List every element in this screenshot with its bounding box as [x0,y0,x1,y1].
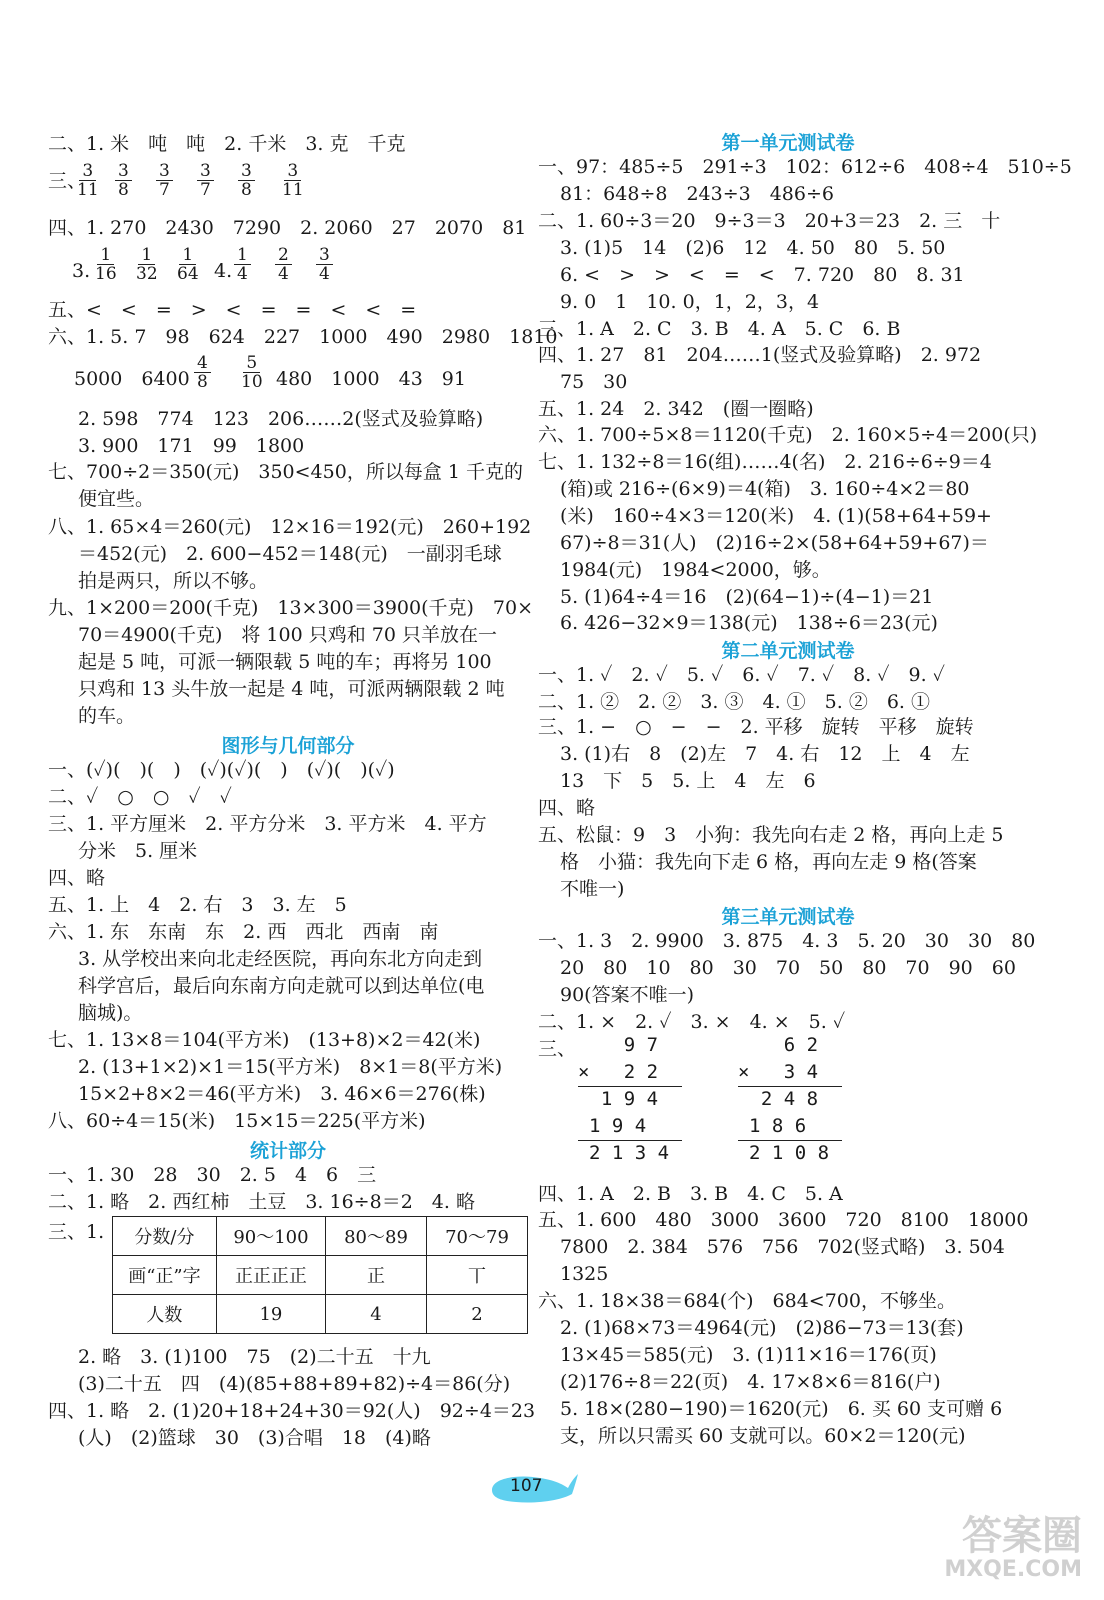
section-title: 第二单元测试卷 [721,640,855,662]
answer-line: 起是 5 吨，可派一辆限载 5 吨的车；再将另 100 [78,651,492,673]
answer-line: (箱)或 216÷(6×9)＝4(箱) 3. 160÷4×2＝80 [560,478,970,500]
table-cell: 90～100 [216,1217,325,1256]
answer-line: 四、略 [48,867,106,889]
table-row [113,1295,528,1334]
fraction-denominator: 16 [95,264,117,284]
answer-line: 13×45＝585(元) 3. (1)11×16＝176(页) [560,1344,937,1366]
answer-line: 3. (1)5 14 (2)6 12 4. 50 80 5. 50 [560,237,946,259]
section-title: 第一单元测试卷 [721,132,855,154]
answer-line: 七、700÷2＝350(元) 350<450，所以每盒 1 千克的 [48,461,523,483]
answer-line: 七、1. 132÷8＝16(组)……4(名) 2. 216÷6÷9＝4 [538,451,992,473]
answer-line: 75 30 [560,371,628,393]
answer-label: 4. [214,260,233,282]
fraction-denominator: 7 [159,180,170,200]
answer-text: 480 1000 43 91 [276,368,466,390]
answer-line: 70＝4900(千克) 将 100 只鸡和 70 只羊放在一 [78,624,497,646]
answer-line: 20 80 10 80 30 70 50 80 70 90 60 [560,957,1016,979]
vm-line: 1 9 4 [589,1115,647,1137]
section-title: 第三单元测试卷 [721,906,855,928]
fraction-numerator: 3 [316,246,333,265]
table-cell: 丅 [427,1256,528,1295]
answer-line: 五、1. 600 480 3000 3600 720 8100 18000 [538,1209,1029,1231]
answer-line: 2. 598 774 123 206……2(竖式及验算略) [78,408,484,430]
fraction-numerator: 1 [97,246,114,265]
fraction-numerator: 3 [156,162,173,181]
answer-line: 2. (13+1×2)×1＝15(平方米) 8×1＝8(平方米) [78,1056,503,1078]
answer-line: 13 下 5 5. 上 4 左 6 [560,770,816,792]
answer-line: 90(答案不唯一) [560,984,695,1006]
answer-line: 5. 18×(280−190)＝1620(元) 6. 买 60 支可赠 6 [560,1398,1003,1420]
answer-line: 二、1. × 2. ✓ 3. × 4. × 5. ✓ [538,1011,846,1033]
fraction-numerator: 3 [115,162,132,181]
answer-line: 的车。 [78,705,136,727]
answer-line: 八、60÷4＝15(米) 15×15＝225(平方米) [48,1110,426,1132]
answer-label: 三、1. [48,1221,105,1243]
fraction [156,162,173,199]
page-number: 107 [510,1476,543,1496]
table-row-header: 分数/分 [113,1217,217,1256]
vm-line: 1 8 6 [749,1115,807,1137]
table-row [113,1217,528,1256]
vertical-multiplication [738,1032,848,1172]
answer-line: 不唯一) [560,878,625,900]
fraction-numerator: 3 [284,162,301,181]
fraction-denominator: 11 [77,180,99,200]
fraction [194,354,211,391]
vm-line: × 3 4 [738,1061,819,1083]
fraction [316,246,333,283]
answer-line: 五、1. 上 4 2. 右 3 3. 左 5 [48,894,347,916]
answer-line: (3)二十五 四 (4)(85+88+89+82)÷4＝86(分) [78,1373,511,1395]
fraction [74,162,102,199]
answer-line: 便宜些。 [78,488,155,510]
answer-line: 科学宫后，最后向东南方向走就可以到达单位(电 [78,975,485,997]
answer-line: 二、1. 米 吨 吨 2. 千米 3. 克 千克 [48,133,406,155]
answer-line: 一、1. 30 28 30 2. 5 4 6 三 [48,1164,377,1186]
fraction-numerator: 1 [234,246,251,265]
table-cell: 19 [216,1295,325,1334]
answer-line: 四、1. A 2. B 3. B 4. C 5. A [538,1183,843,1205]
answer-line: 二、1. 60÷3＝20 9÷3＝3 20+3＝23 2. 三 十 [538,210,1001,232]
watermark-cn: 答案圈 [962,1513,1082,1559]
answer-line: 一、(✓)( )( ) (✓)(✓)( ) (✓)( )(✓) [48,759,395,781]
answer-line: 9. 0 1 10. 0，1，2，3，4 [560,291,820,313]
answer-line: 九、1×200＝200(千克) 13×300＝3900(千克) 70× [48,597,534,619]
fraction-numerator: 3 [238,162,255,181]
table-cell: 70～79 [427,1217,528,1256]
answer-line: 二、1. ② 2. ② 3. ③ 4. ① 5. ② 6. ① [538,691,931,713]
page-number-badge [488,1468,580,1506]
answer-line: 1984(元) 1984<2000，够。 [560,559,831,581]
answer-line: 八、1. 65×4＝260(元) 12×16＝192(元) 260+192 [48,516,532,538]
answer-line: 三、1. 平方厘米 2. 平方分米 3. 平方米 4. 平方 [48,813,487,835]
vertical-multiplication [578,1032,688,1172]
fraction-numerator: 2 [275,246,292,265]
answer-line: 六、1. 5. 7 98 624 227 1000 490 2980 1810 [48,326,558,348]
answer-line: 3. 900 171 99 1800 [78,435,305,457]
fraction-numerator: 1 [138,246,155,265]
fraction-denominator: 11 [282,180,304,200]
answer-line: 六、1. 东 东南 东 2. 西 西北 西南 南 [48,921,439,943]
watermark [944,1514,1082,1582]
fraction-denominator: 8 [118,180,129,200]
answer-line: 1325 [560,1263,609,1285]
answer-line: 七、1. 13×8＝104(平方米) (13+8)×2＝42(米) [48,1029,481,1051]
answer-line: 四、略 [538,797,596,819]
vm-line: 2 1 0 8 [749,1142,830,1164]
fraction-denominator: 4 [278,264,289,284]
answer-line: 一、1. 3 2. 9900 3. 875 4. 3 5. 20 30 30 80 [538,930,1036,952]
fraction-denominator: 4 [319,264,330,284]
answer-line: 一、97：485÷5 291÷3 102：612÷6 408÷4 510÷5 [538,156,1072,178]
answer-line: 二、1. 略 2. 西红柿 土豆 3. 16÷8＝2 4. 略 [48,1191,475,1213]
answer-line: 三、1. A 2. C 3. B 4. A 5. C 6. B [538,318,901,340]
answer-line: 六、1. 18×38＝684(个) 684<700，不够坐。 [538,1290,956,1312]
answer-line: 67)÷8＝31(人) (2)16÷2×(58+64+59+67)＝ [560,532,989,554]
table-cell: 2 [427,1295,528,1334]
fraction [279,162,307,199]
fraction [197,162,214,199]
fraction-denominator: 4 [237,264,248,284]
answer-line: 2. 略 3. (1)100 75 (2)二十五 十九 [78,1346,431,1368]
fraction-numerator: 3 [197,162,214,181]
table-cell: 正正正正 [216,1256,325,1295]
answer-line: 五、< < = > < = = < < = [48,299,417,321]
answer-label: 三、 [538,1038,577,1060]
answer-line: 四、1. 27 81 204……1(竖式及验算略) 2. 972 [538,344,982,366]
fraction-denominator: 8 [197,372,208,392]
table-cell: 正 [326,1256,427,1295]
answer-line: (人) (2)篮球 30 (3)合唱 18 (4)略 [78,1427,431,1449]
table-row-header: 人数 [113,1295,217,1334]
answer-line: 格 小猫：我先向下走 6 格，再向左走 9 格(答案 [560,851,977,873]
answer-line: 脑城)。 [78,1002,143,1024]
answer-label: 3. [72,260,91,282]
vm-line: 2 4 8 [738,1088,819,1110]
fraction [133,246,161,283]
vm-line: 9 7 [578,1034,659,1056]
answer-line: ＝452(元) 2. 600−452＝148(元) 一副羽毛球 [78,543,502,565]
table-cell: 80～89 [326,1217,427,1256]
fraction [115,162,132,199]
answer-line: 二、✓ ○ ○ ✓ ✓ [48,786,232,808]
answer-line: 5. (1)64÷4＝16 (2)(64−1)÷(4−1)＝21 [560,586,934,608]
table-cell: 4 [326,1295,427,1334]
answer-line: 支，所以只需买 60 支就可以。60×2＝120(元) [560,1425,966,1447]
table-row-header: 画“正”字 [113,1256,217,1295]
vm-line: × 2 2 [578,1061,659,1083]
answer-line: 15×2+8×2＝46(平方米) 3. 46×6＝276(株) [78,1083,486,1105]
answer-line: 81：648÷8 243÷3 486÷6 [560,183,834,205]
section-title: 图形与几何部分 [221,735,355,757]
answer-line: 只鸡和 13 头牛放一起是 4 吨，可派两辆限载 2 吨 [78,678,505,700]
fraction [238,162,255,199]
answer-line: (2)176÷8＝22(页) 4. 17×8×6＝816(户) [560,1371,941,1393]
answer-line: 6. < > > < = < 7. 720 80 8. 31 [560,264,965,286]
fraction-numerator: 1 [179,246,196,265]
answer-line: 五、1. 24 2. 342 (圈一圈略) [538,398,814,420]
answer-line: (米) 160÷4×3＝120(米) 4. (1)(58+64+59+ [560,505,992,527]
answer-text: 5000 6400 [74,368,190,390]
fraction-denominator: 64 [177,264,199,284]
answer-line: 3. (1)右 8 (2)左 7 4. 右 12 上 4 左 [560,743,970,765]
fraction [234,246,251,283]
answer-line: 拍是两只，所以不够。 [78,570,269,592]
answer-line: 一、1. ✓ 2. ✓ 5. ✓ 6. ✓ 7. ✓ 8. ✓ 9. ✓ [538,664,945,686]
answer-line: 四、1. 略 2. (1)20+18+24+30＝92(人) 92÷4＝23 [48,1400,536,1422]
answer-line: 6. 426−32×9＝138(元) 138÷6＝23(元) [560,612,938,634]
answer-line: 六、1. 700÷5×8＝1120(千克) 2. 160×5÷4＝200(只) [538,424,1038,446]
vm-line: 2 1 3 4 [589,1142,670,1164]
tally-table [112,1216,528,1334]
section-title: 统计部分 [249,1140,326,1162]
fraction-numerator: 3 [79,162,96,181]
answer-line: 四、1. 270 2430 7290 2. 2060 27 2070 81 [48,217,527,239]
fraction [238,354,266,391]
watermark-url: MXQE.COM [944,1557,1082,1582]
answer-line: 7800 2. 384 576 756 702(竖式略) 3. 504 [560,1236,1005,1258]
fraction-numerator: 4 [194,354,211,373]
fraction-denominator: 32 [136,264,158,284]
fraction-denominator: 7 [200,180,211,200]
answer-line: 3. 从学校出来向北走经医院，再向东北方向走到 [78,948,483,970]
answer-line: 三、1. − ○ − − 2. 平移 旋转 平移 旋转 [538,716,974,738]
answer-label: 三、 [48,170,87,192]
fraction [92,246,120,283]
table-row [113,1256,528,1295]
vm-line: 6 2 [738,1034,819,1056]
answer-line: 分米 5. 厘米 [78,840,198,862]
fraction-numerator: 5 [243,354,260,373]
answer-line: 五、松鼠：9 3 小狗：我先向右走 2 格，再向上走 5 [538,824,1004,846]
fraction-denominator: 8 [241,180,252,200]
fraction [275,246,292,283]
vm-line: 1 9 4 [578,1088,659,1110]
fraction-denominator: 10 [241,372,263,392]
answer-line: 2. (1)68×73＝4964(元) (2)86−73＝13(套) [560,1317,964,1339]
fraction [174,246,202,283]
